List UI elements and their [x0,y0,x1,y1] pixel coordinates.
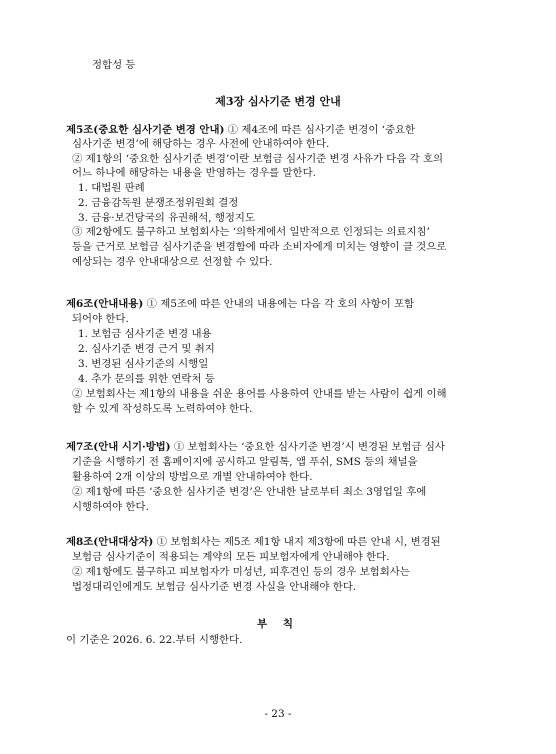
article-5-item-1: 1. 대법원 판례 [78,182,145,194]
article-5-line-2: 심사기준 변경’에 해당하는 경우 사전에 안내하여야 한다. [72,138,330,150]
article-7-text: ① 보험회사는 ‘중요한 심사기준 변경’시 변경된 보험금 심사 [173,441,445,453]
addendum-title: 부 칙 [257,618,299,630]
article-5-item-2: 2. 금융감독원 분쟁조정위원회 결정 [78,197,239,209]
article-6-first-line [66,297,414,311]
chapter-title: 제3장 심사기준 변경 안내 [215,95,341,108]
article-7-line-4: ② 제1항에 따른 ‘중요한 심사기준 변경’은 안내한 날로부터 최소 3영업일 후에 [72,486,427,498]
article-7-title: 제7조(안내 시기·방법) [66,441,171,453]
article-6-title: 제6조(안내내용) [66,298,144,310]
addendum-text: 이 기준은 2026. 6. 22.부터 시행한다. [66,634,243,646]
article-5-title: 제5조(중요한 심사기준 변경 안내) [66,124,225,136]
article-8-text: ① 보험회사는 제5조 제1항 내지 제3항에 따른 안내 시, 변경된 [156,536,441,548]
article-5-line-7: 예상되는 경우 안내대상으로 선정할 수 있다. [72,256,273,268]
article-5-line-6: 등을 근거로 보험금 심사기준을 변경함에 따라 소비자에게 미치는 영향이 클 것으로 [72,241,447,253]
article-7-line-3: 활용하여 2개 이상의 방법으로 개별 안내하여야 한다. [72,471,313,483]
article-6-item-3: 3. 변경된 심사기준의 시행일 [78,358,209,370]
article-7-line-2: 기준을 시행하기 전 홈페이지에 공시하고 알림톡, 앱 푸쉬, SMS 등의 채널을 [72,456,418,468]
article-8-line-2: 보험금 심사기준이 적용되는 계약의 모든 피보험자에게 안내해야 한다. [72,551,390,563]
top-fragment: 정합성 등 [92,59,136,71]
article-5-line-3: ② 제1항의 ‘중요한 심사기준 변경’이란 보험금 심사기준 변경 사유가 다음 각 호의 [72,153,444,165]
article-6-line-2: 되어야 한다. [72,313,129,325]
article-6-line-4: 할 수 있게 작성하도록 노력하여야 한다. [72,403,253,415]
article-6-line-3: ② 보험회사는 제1항의 내용을 쉬운 용어를 사용하여 안내를 받는 사람이 쉽게 이해 [72,388,447,400]
article-5-text: ① 제4조에 따른 심사기준 변경이 ‘중요한 [227,124,416,136]
article-8-title: 제8조(안내대상자) [66,536,154,548]
article-5-line-5: ③ 제2항에도 불구하고 보험회사는 ‘의학계에서 일반적으로 인정되는 의료지침’ [72,226,430,238]
article-5-line-4: 어느 하나에 해당하는 내용을 반영하는 경우를 말한다. [72,167,316,179]
article-7-line-5: 시행하여야 한다. [72,501,149,513]
article-8-line-3: ② 제1항에도 불구하고 피보험자가 미성년, 피후견인 등의 경우 보험회사는 [72,566,410,578]
page-number: - 23 - [264,708,292,720]
article-8-first-line [66,535,441,549]
article-8-line-4: 법정대리인에게도 보험금 심사기준 변경 사실을 안내해야 한다. [72,581,357,593]
article-5-item-3: 3. 금융·보건당국의 유권해석, 행정지도 [78,212,255,224]
article-7-first-line [66,440,445,454]
article-6-item-2: 2. 심사기준 변경 근거 및 취지 [78,343,215,355]
article-5-first-line [66,123,415,137]
article-6-text: ① 제5조에 따른 안내의 내용에는 다음 각 호의 사항이 포함 [146,298,415,310]
article-6-item-4: 4. 추가 문의를 위한 연락처 등 [78,373,215,385]
article-6-item-1: 1. 보험금 심사기준 변경 내용 [78,328,212,340]
